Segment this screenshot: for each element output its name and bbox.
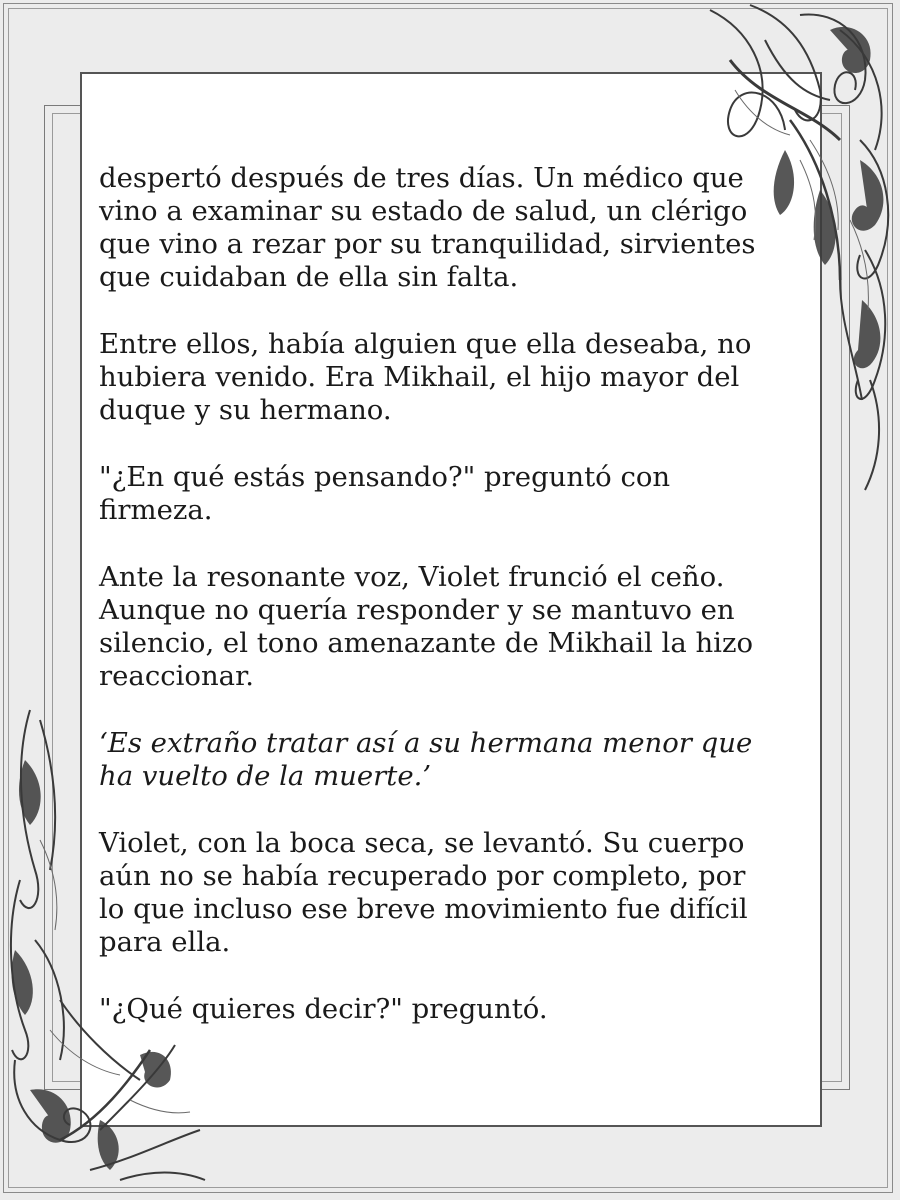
paragraph: Entre ellos, había alguien que ella deseaba, no hubiera venido. Era Mikhail, el hijo mayor del duque y su hermano.: [99, 328, 752, 426]
document-body: [99, 162, 799, 1060]
paragraph: Violet, con la boca seca, se levantó. Su cuerpo aún no se había recuperado por completo, por lo que incluso ese breve movimiento fue difícil para ella.: [99, 827, 748, 958]
paragraph: "¿Qué quieres decir?" preguntó.: [99, 993, 548, 1025]
paragraph: despertó después de tres días. Un médico que vino a examinar su estado de salud, un clérigo que vino a rezar por su tranquilidad, sirvientes que cuidaban de ella sin falta.: [99, 162, 756, 293]
italic-thought-paragraph: ‘Es extraño tratar así a su hermana menor que ha vuelto de la muerte.’: [99, 727, 753, 792]
paragraph: Ante la resonante voz, Violet frunció el ceño. Aunque no quería responder y se mantuvo en silencio, el tono amenazante de Mikhail la hizo reaccionar.: [99, 561, 754, 692]
paragraph: "¿En qué estás pensando?" preguntó con firmeza.: [99, 461, 671, 526]
